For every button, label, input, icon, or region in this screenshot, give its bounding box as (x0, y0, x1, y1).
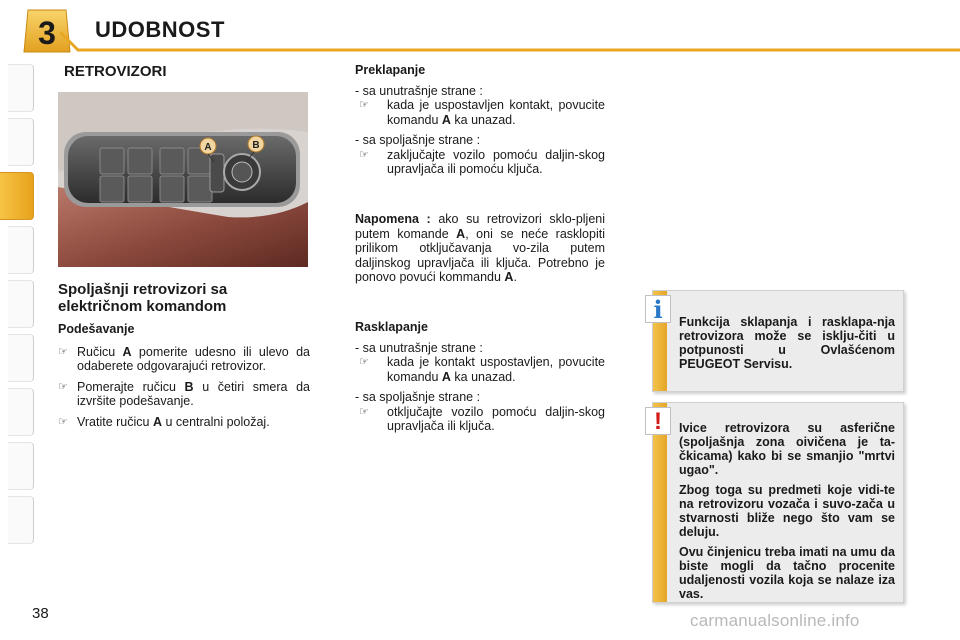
info-box (652, 290, 904, 392)
list-item: ☞ Ručicu A pomerite udesno ili ulevo da odaberete odgovarajući retrovizor. (58, 344, 310, 373)
exclamation-icon: ! (645, 407, 671, 435)
warning-box (652, 402, 904, 603)
adjustment-section (58, 322, 310, 435)
pointing-finger-icon: ☞ (359, 405, 369, 418)
pointing-finger-icon: ☞ (359, 99, 369, 111)
list-item: ☞ Pomerajte ručicu B u četiri smera da izvršite podešavanje. (58, 379, 310, 408)
folding-section (355, 63, 605, 183)
folding-heading: Preklapanje (355, 63, 426, 77)
warning-box-text (679, 403, 903, 609)
warning-paragraph: Ovu činjenicu treba imati na umu da biste mogli da tačno procenite udaljenosti vozila koja se nalaze iza vas. (679, 545, 895, 601)
chapter-tab[interactable] (8, 496, 34, 544)
list-item: ☞ zaključajte vozilo pomoću daljin-skog upravljača ili pomoću ključa. (359, 147, 605, 176)
watermark: carmanualsonline.info (690, 611, 860, 630)
list-item: ☞ otključajte vozilo pomoću daljin-skog upravljača ili ključa. (359, 404, 605, 433)
chapter-tab[interactable] (8, 334, 34, 382)
callout-b: B (252, 140, 260, 151)
folding-outside: - sa spoljašnje strane : (355, 133, 481, 147)
folding-inside: - sa unutrašnje strane : (355, 83, 483, 98)
info-box-text: Funkcija sklapanja i rasklapa-nja retrovizora može se isklju-čiti u potpunosti u Ovlašćenom PEUGEOT Servisu. (679, 315, 895, 371)
pointing-finger-icon: ☞ (58, 380, 68, 393)
chapter-number: 3 (38, 15, 56, 51)
list-item: ☞ Vratite ručicu A u centralni položaj. (58, 414, 270, 429)
chapter-tab[interactable] (8, 64, 34, 112)
chapter-tab-active[interactable] (0, 172, 34, 220)
pointing-finger-icon: ☞ (58, 345, 68, 358)
callout-a: A (204, 142, 212, 153)
chapter-tab[interactable] (8, 280, 34, 328)
section-heading: RETROVIZORI (64, 63, 167, 80)
page-title: UDOBNOST (95, 17, 225, 42)
list-item: ☞ kada je uspostavljen kontakt, povucite komandu A ka unazad. (359, 98, 605, 127)
info-icon: i (645, 295, 671, 323)
subheading-line: električnom komandom (58, 298, 227, 315)
unfolding-inside: - sa unutrašnje strane : (355, 340, 483, 355)
page-number: 38 (32, 605, 49, 622)
subheading-line: Spoljašnji retrovizori sa (58, 281, 228, 298)
mirror-control-photo (58, 92, 308, 267)
chapter-tab[interactable] (8, 118, 34, 166)
warning-paragraph: Zbog toga su predmeti koje vidi-te na retrovizoru vozača i suvo-zača u stvarnosti bliže nego što vam se deluju. (679, 483, 895, 539)
subheading (58, 281, 308, 315)
list-item: ☞ kada je kontakt uspostavljen, povucite komandu A ka unazad. (359, 355, 605, 384)
chapter-tab[interactable] (8, 388, 34, 436)
chapter-tabs (0, 60, 36, 580)
pointing-finger-icon: ☞ (58, 415, 68, 428)
unfolding-heading: Rasklapanje (355, 320, 428, 334)
pointing-finger-icon: ☞ (359, 356, 369, 368)
note-paragraph: Napomena : ako su retrovizori sklo-pljeni putem komande A, oni se neće rasklopiti prilikom otključavanja vo-zila putem daljinskog upravljača ili ključa. Potrebno je ponovo povući kommandu A. (355, 212, 605, 284)
chapter-tab[interactable] (8, 442, 34, 490)
pointing-finger-icon: ☞ (359, 148, 369, 161)
chapter-tab[interactable] (8, 226, 34, 274)
adjustment-heading: Podešavanje (58, 322, 135, 336)
unfolding-section (355, 320, 605, 440)
note-label: Napomena : (355, 212, 431, 226)
unfolding-outside: - sa spoljašnje strane : (355, 390, 481, 404)
warning-paragraph: Ivice retrovizora su asferične (spoljašnja zona oivičena je ta-čkicama) kako bi se smanjio "mrtvi ugao". (679, 421, 895, 477)
